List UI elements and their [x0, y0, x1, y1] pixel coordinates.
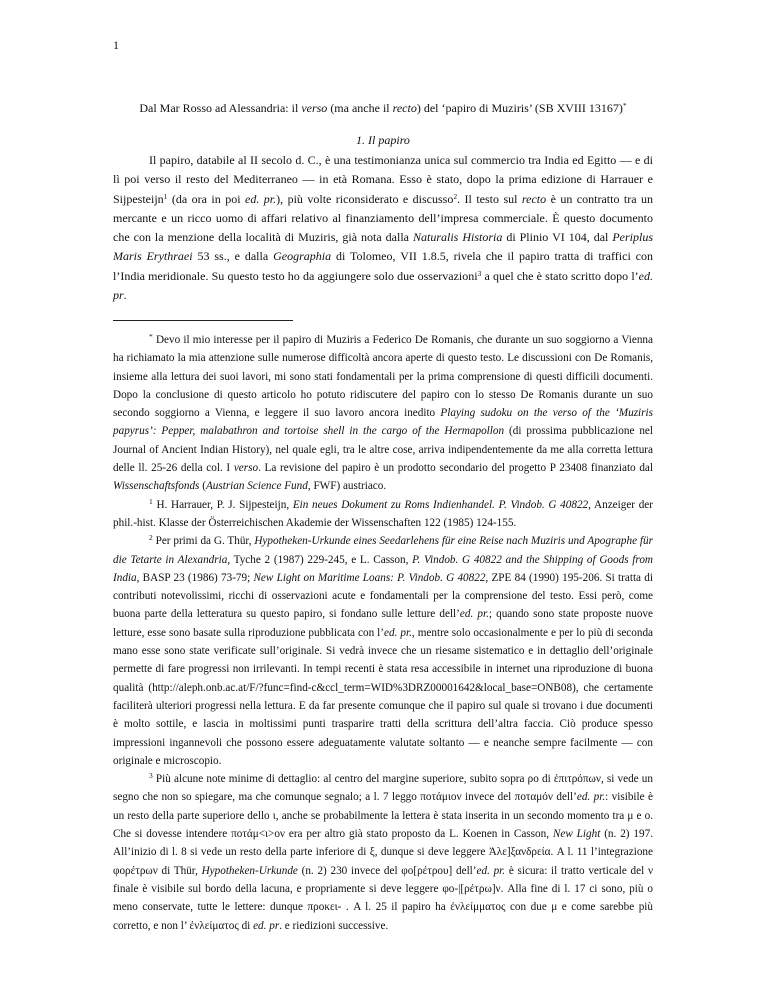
- footnote-text: , Anzeiger der phil.-hist. Klasse der Österreichischen Akademie der Wissenschaften 122 (1985) 124-155.: [113, 498, 653, 529]
- body-segment: Il papiro, databile al II secolo d. C., è una testimonianza unica sul commercio tra India ed Egitto — e di lì poi verso il resto del Mediterraneo — in età Romana. Esso è stato, dopo la prima edizione di Harrauer e Sijpesteijn: [113, 153, 653, 206]
- footnote-text: ; quando sono state proposte nuove letture, esse sono basate sulla riproduzione pubblicata con l’: [113, 608, 653, 639]
- footnote-ref-3: 3: [477, 268, 482, 278]
- body-italic: recto: [521, 191, 547, 206]
- footnote-text: (n. 2) 197. All’inizio di l. 8 si vede un resto della parte inferiore di ξ, dunque si deve leggere Ἀλε]ξανδρεία. A l. 11 l’integrazione φορέτρων di Thür,: [113, 828, 654, 877]
- footnote-italic: P. Vindob. G 40822 and the Shipping of Goods from India: [113, 553, 653, 584]
- footnote-ref-1: 1: [163, 191, 168, 201]
- footnote-italic: ed. pr.: [576, 791, 606, 804]
- title-footnote-mark: *: [622, 101, 627, 110]
- footnote-italic: Austrian Science Fund: [205, 480, 308, 493]
- body-segment: di Plinio VI 104, dal: [502, 230, 613, 245]
- footnote-italic: Playing sudoku on the verso of the ‘Muziris papyrus’: Pepper, malabathron and tortoise shell in the cargo of the Hermapollon: [113, 407, 653, 438]
- footnote-text: invece del ποταμόν dell’: [461, 791, 577, 804]
- footnote-text: , mentre solo occasionalmente e per lo più di seconda mano esse sono state verificate sull’originale. Si vedrà invece che un riesame sistematico e in dettaglio dell’originale permette di fare progressi non irrilevanti. In tempi recenti è stata resa accessibile in internet una riproduzione di buona qualità (http://aleph.onb.ac.at/F/?func=find-c&ccl_term=WID%3DRZ00001642&local_base=ONB08), che certamente faciliterà ulteriori progressi nella lettura. E da far presente comunque che il papiro sul quale si trovano i due documenti è molto sottile, e lascia in moltissimi punti trasparire tratti della scrittura dell’altra faccia. Ciò produce spesso impressioni ingannevoli che possono essere adeguatamente valutate soltanto — e neanche sempre facilmente — con originale e microscopio.: [113, 626, 653, 767]
- footnote-mark: 1: [149, 496, 153, 506]
- body-segment: (da ora in poi: [167, 191, 245, 206]
- footnote-mark: 2: [149, 533, 153, 543]
- section-heading: 1. Il papiro: [356, 133, 410, 147]
- footnote-italic: Hypotheken-Urkunde eines Seedarlehens für eine Reise nach Muziris und Apographe für die Tetarte in Alexandria: [113, 535, 653, 566]
- body-segment: ), più volte riconsiderato e discusso: [276, 191, 454, 206]
- footnote-text: , ZPE 84 (1990) 195-206. Si tratta di contributi notevolissimi, ricchi di osservazioni acute e fondamentali per la comprensione del testo. Essi però, come buona parte della letteratura su questo papiro, si fondano sulle letture dell’: [113, 571, 653, 621]
- title-verso: verso: [301, 101, 328, 115]
- footnotes: [113, 331, 653, 935]
- title-part-2: (ma anche il: [327, 101, 393, 115]
- footnote-ref-2: 2: [453, 191, 458, 201]
- footnote-2: [113, 532, 653, 770]
- footnote-text: (: [199, 480, 206, 493]
- article-title: [113, 101, 653, 116]
- footnote-separator: [113, 320, 293, 321]
- body-segment: di Tolomeo, VII 1.8.5, rivela che il papiro tratta di traffici con l’India meridionale. Su questo testo ho da aggiungere solo due osservazioni: [113, 249, 654, 283]
- footnote-1: [113, 496, 653, 533]
- footnote-text: , FWF) austriaco.: [307, 480, 387, 493]
- body-segment: . Il testo sul: [457, 191, 522, 206]
- body-text: [113, 151, 653, 305]
- footnote-text: Devo il mio interesse per il papiro di Muziris a Federico De Romanis, che durante un suo soggiorno a Vienna ha richiamato la mia attenzione sulle numerose difficoltà ancora aperte di questo testo. Le discussioni con De Romanis, insieme alla lettura dei suoi lavori, mi sono stati fondamentali per la prima comprensione di questi difficili documenti. Dopo la conclusione di questo articolo ho potuto ridiscutere del papiro con lo stesso De Romanis durante un suo secondo soggiorno a Vienna, e leggere il suo lavoro ancora inedito: [113, 334, 653, 420]
- body-italic: ed. pr.: [245, 191, 277, 206]
- footnote-text: (di prossima pubblicazione nel Journal of Ancient Indian History), nel quale egli, tra le altre cose, arriva indipendentemente da me alla corretta lettura delle ll. 25-26 della col. I: [113, 425, 654, 475]
- body-italic: Periplus Maris Erythraei: [113, 230, 654, 264]
- footnote-greek: ιον: [447, 791, 462, 804]
- body-paragraph: [113, 151, 653, 305]
- footnote-italic: Wissenschaftsfonds: [113, 480, 200, 493]
- footnote-italic: Hypotheken-Urkunde: [201, 864, 298, 877]
- body-segment: è un contratto tra un mercante e un ricco uomo di affari relativo al finanziamento dell’impresa commerciale. È questo documento che con la menzione della località di Muziris, già nota dalla: [113, 191, 654, 245]
- footnote-text: Più alcune note minime di dettaglio: al centro del margine superiore, subito sopra ρο di ἐπιτρόπων, si vede un segno che non so spiegare, ma che comunque segnalo; a l. 7 leggo ποτάμ: [113, 773, 653, 804]
- footnote-mark: *: [149, 332, 153, 341]
- body-italic: Naturalis Historia: [413, 230, 503, 245]
- title-part-3: ) del ‘papiro di Muziris’ (SB XVIII 13167): [416, 101, 623, 115]
- body-italic: ed. pr: [113, 268, 653, 303]
- footnote-star: [113, 331, 653, 496]
- footnote-italic: ed. pr.: [476, 864, 506, 877]
- footnote-italic: verso: [233, 462, 259, 475]
- page-number: 1: [113, 38, 119, 52]
- footnote-italic: ed. pr.: [384, 626, 412, 639]
- footnote-text: è sicura: il tratto verticale del ν finale è visibile sul bordo della lacuna, e propriamente si deve leggere φο-|[ρέτρω]ν. Alla fine di l. 17 ci sono, più o meno conservate, tutte le lettere: dunque προκει- . A l. 25 il papiro ha ἐνλείμματος con due μ e come sarebbe più corretto, e non l’ ἐνλείματος di: [113, 864, 653, 932]
- footnote-italic: New Light: [552, 828, 601, 841]
- body-segment: a quel che è stato scritto dopo l’: [481, 268, 639, 283]
- body-segment: 53 ss., e dalla: [192, 249, 274, 264]
- footnote-text: . La revisione del papiro è un prodotto secondario del progetto P 23408 finanziato dal: [258, 462, 653, 475]
- footnote-italic: Ein neues Dokument zu Roms Indienhandel. P. Vindob. G 40822: [292, 498, 589, 511]
- footnote-3: [113, 770, 653, 935]
- body-segment: .: [123, 288, 127, 303]
- body-italic: Geographia: [273, 249, 332, 264]
- footnote-italic: ed. pr.: [459, 608, 489, 621]
- footnote-italic: New Light on Maritime Loans: P. Vindob. G 40822: [253, 571, 486, 584]
- footnote-italic: ed. pr: [253, 919, 280, 932]
- footnote-mark: 3: [149, 771, 153, 781]
- footnote-text: : visibile è un resto della parte superiore dello ι, anche se probabilmente la lettera è stata inserita in un secondo momento tra μ e ο. Che si dovesse intendere ποτάμ<ι>ον era per altro già stato proposto da L. Koenen in Casson,: [113, 791, 653, 841]
- footnote-text: (n. 2) 230 invece del φο[ρέτρου] dell’: [297, 864, 477, 877]
- title-recto: recto: [392, 101, 417, 115]
- footnote-text: , Tyche 2 (1987) 229-245, e L. Casson,: [227, 553, 413, 566]
- footnote-text: . e riedizioni successive.: [279, 919, 389, 932]
- footnote-text: H. Harrauer, P. J. Sijpesteijn,: [152, 498, 293, 511]
- footnote-text: Per primi da G. Thür,: [152, 535, 255, 548]
- title-part-1: Dal Mar Rosso ad Alessandria: il: [139, 101, 302, 115]
- footnote-text: , BASP 23 (1986) 73-79;: [136, 571, 254, 584]
